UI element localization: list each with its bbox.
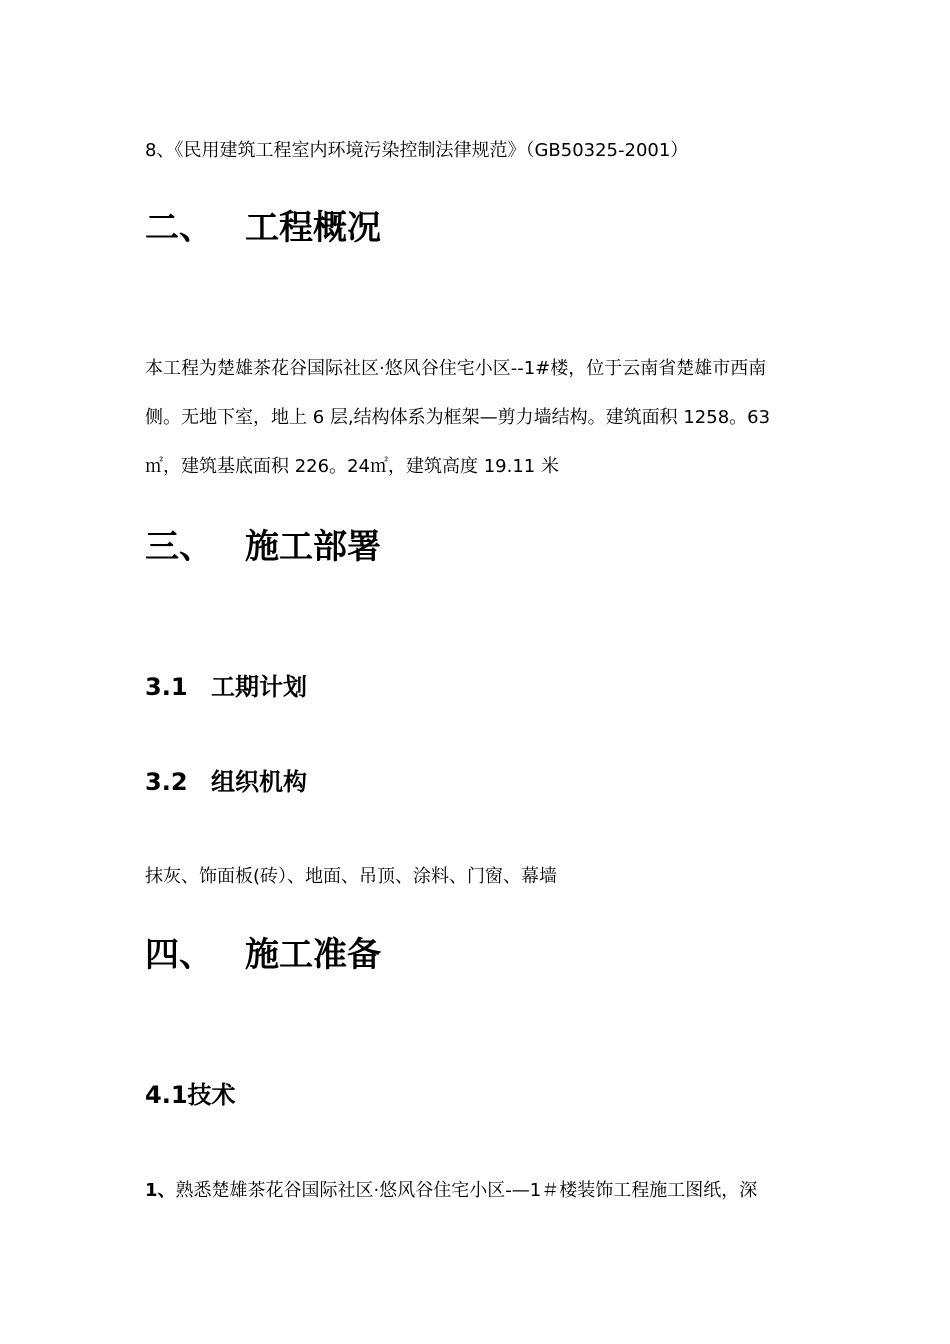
section-title: 工程概况 (245, 208, 381, 248)
list-item-number: 1、 (145, 1180, 176, 1201)
subsection-title: 工期计划 (211, 673, 307, 701)
section-title: 施工部署 (245, 527, 381, 567)
overview-paragraph-line-3: ㎡，建筑基底面积 226。24㎡，建筑高度 19.11 米 (145, 456, 559, 477)
reference-standard-line: 8、《民用建筑工程室内环境污染控制法律规范》（GB50325-2001） (145, 140, 689, 161)
section-title: 施工准备 (245, 935, 381, 975)
subsection-number: 3.1 (145, 673, 188, 701)
subsection-number: 3.2 (145, 768, 188, 796)
subsection-title: 组织机构 (211, 768, 307, 796)
list-item-1 (145, 1179, 757, 1203)
section-number: 四、 (145, 935, 213, 975)
section-heading-deployment (145, 527, 381, 567)
section-heading-overview (145, 208, 381, 248)
subsection-heading-schedule (145, 672, 307, 702)
section-number: 二、 (145, 208, 213, 248)
overview-paragraph-line-2: 侧。无地下室，地上 6 层,结构体系为框架—剪力墙结构。建筑面积 1258。63 (145, 407, 771, 428)
section-number: 三、 (145, 527, 213, 567)
work-scope-line: 抹灰、饰面板(砖）、地面、吊顶、涂料、门窗、幕墙 (145, 866, 558, 887)
section-heading-preparation (145, 935, 381, 975)
list-item-text: 熟悉楚雄茶花谷国际社区·悠风谷住宅小区-—1＃楼装饰工程施工图纸，深 (175, 1180, 758, 1201)
overview-paragraph-line-1: 本工程为楚雄茶花谷国际社区·悠风谷住宅小区--1#楼，位于云南省楚雄市西南 (145, 358, 767, 379)
subsection-heading-technical: 4.1技术 (145, 1081, 236, 1109)
subsection-heading-organization (145, 767, 307, 797)
